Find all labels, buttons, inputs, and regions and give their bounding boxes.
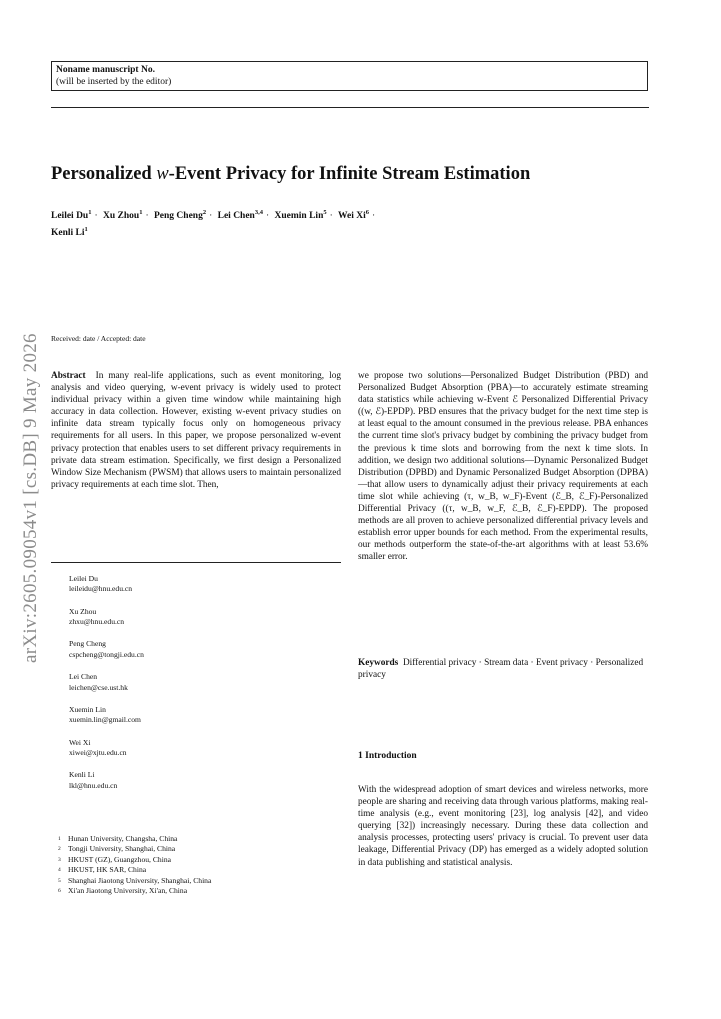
affiliation: $^1$ Hunan University, Changsha, China (58, 834, 178, 843)
email: xuemin.lin@gmail.com (69, 715, 141, 725)
keywords-label: Keywords (358, 658, 399, 668)
abstract-left (51, 370, 341, 491)
manuscript-header-box (51, 61, 648, 91)
author: Lei Chen$^{3,4}$ (217, 209, 263, 222)
title-part-1: Personalized (51, 164, 157, 184)
author: Peng Cheng$^2$ (154, 209, 207, 222)
arxiv-stamp: arXiv:2605.09054v1 [cs.DB] 9 May 2026 (20, 333, 41, 663)
abstract-label: Abstract (51, 371, 86, 381)
contact-entry: Kenli Li lkl@hnu.edu.cn (69, 770, 309, 791)
affiliation: $^4$ HKUST, HK SAR, China (58, 865, 147, 875)
contact-entry: Xuemin Lin xuemin.lin@gmail.com (69, 705, 309, 726)
contact-entry: Xu Zhou zhxu@hnu.edu.cn (69, 607, 309, 628)
affiliation: $^3$ HKUST (GZ), Guangzhou, China (58, 854, 171, 864)
introduction-text: With the widespread adoption of smart devices and wireless networks, more people are sharing and receiving data through various platforms, making real-time analysis (e.g., event monitoring [23], log analysis [42], and video querying [32]) increasingly necessary. During these data collection and analysis processes, protecting users' privacy is crucial. To prevent user data leakage, Differential Privacy (DP) has emerged as a widely adopted solution in data publishing and statistical analysis. (358, 785, 648, 868)
contact-entry: Peng Cheng cspcheng@tongji.edu.cn (69, 639, 309, 660)
keywords-text: Differential privacy · Stream data · Event privacy · Personalized privacy (358, 658, 644, 681)
affiliation: $^2$ Tongji University, Shanghai, China (58, 844, 176, 854)
received-date: Received: date / Accepted: date (51, 334, 146, 343)
keywords (358, 657, 648, 681)
author: Kenli Li$^1$ (51, 226, 88, 239)
abstract-right: we propose two solutions—Personalized Budget Distribution (PBD) and Personalized Budget Absorption (PBA)—to accurately estimate streaming data statistics while achieving w-Event ℰ Personalized Differential Privacy ((w, ℰ)-EPDP). PBD ensures that the privacy budget for the next time step is at least equal to the amount consumed in the previous release. PBA enhances the current time slot's privacy budget by combining the privacy budget from the previous k time slots and borrowing from the next k time slots. In addition, we design two additional solutions—Dynamic Personalized Budget Distribution (DPBD) and Dynamic Personalized Budget Absorption (DPBA)—that allow users to dynamically adjust their privacy requirements at each time slot while achieving (τ, w_B, w_F)-Event (ℰ_B, ℰ_F)-Personalized Differential Privacy ((τ, w_B, w_F, ℰ_B, ℰ_F)-EPDP). The proposed methods are all proven to achieve personalized differential privacy levels and establish error upper bounds for each method. From the experimental results, our methods outperform the state-of-the-art algorithms with at least 53.6% smaller error. (358, 371, 648, 563)
contact-entry: Leilei Du leileidu@hnu.edu.cn (69, 574, 309, 595)
abstract-text-left: In many real-life applications, such as event monitoring, log analysis and video querying, w-event privacy is widely used to protect individual privacy within a given time window while maintaining high accuracy in data collection. However, existing w-event privacy studies on infinite data stream typically focus only on homogeneous privacy requirements for all users. In this paper, we propose personalized w-event privacy protection that enables users to set different privacy requirements in private data stream estimation. Specifically, we first design a Personalized Window Size Mechanism (PWSM) that allows users to maintain personalized privacy requirements at each time slot. Then, (51, 371, 341, 490)
title-math-w: w (156, 164, 169, 184)
title-part-2: -Event Privacy for Infinite Stream Estimation (168, 164, 531, 184)
email: zhxu@hnu.edu.cn (69, 617, 125, 627)
author: Xu Zhou$^1$ (103, 209, 143, 222)
email: cspcheng@tongji.edu.cn (69, 649, 144, 659)
author: Xuemin Lin$^5$ (274, 209, 327, 222)
contact-entry: Lei Chen leichen@cse.ust.hk (69, 672, 309, 693)
editor-note: (will be inserted by the editor) (56, 77, 172, 87)
manuscript-number: Noname manuscript No. (56, 65, 155, 75)
affiliation: $^6$ Xi'an Jiaotong University, Xi'an, China (58, 886, 188, 896)
email: xiwei@xjtu.edu.cn (69, 747, 127, 757)
footnote-rule (51, 562, 341, 563)
contact-entry: Wei Xi xiwei@xjtu.edu.cn (69, 738, 309, 759)
email: leileidu@hnu.edu.cn (69, 584, 133, 594)
author-contacts (69, 574, 309, 803)
author: Leilei Du$^1$ (51, 209, 92, 222)
paper-title (51, 164, 651, 185)
email: leichen@cse.ust.hk (69, 682, 128, 692)
affiliations (58, 834, 348, 896)
author: Wei Xi$^6$ (338, 209, 369, 222)
author-list: Leilei $Du^1 \cdot Xu$ Zhou$^1$ · Peng Cheng$^2$ · Lei Chen$^{3,4}$ · Xuemin Lin$^5$ · Wei $Xi^6$ · Kenli Li$^1$ (51, 209, 376, 239)
affiliation: $^5$ Shanghai Jiaotong University, Shanghai, China (58, 875, 212, 885)
header-rule (51, 107, 649, 108)
section-heading-introduction: 1 Introduction (358, 751, 417, 761)
email: lkl@hnu.edu.cn (69, 780, 118, 790)
